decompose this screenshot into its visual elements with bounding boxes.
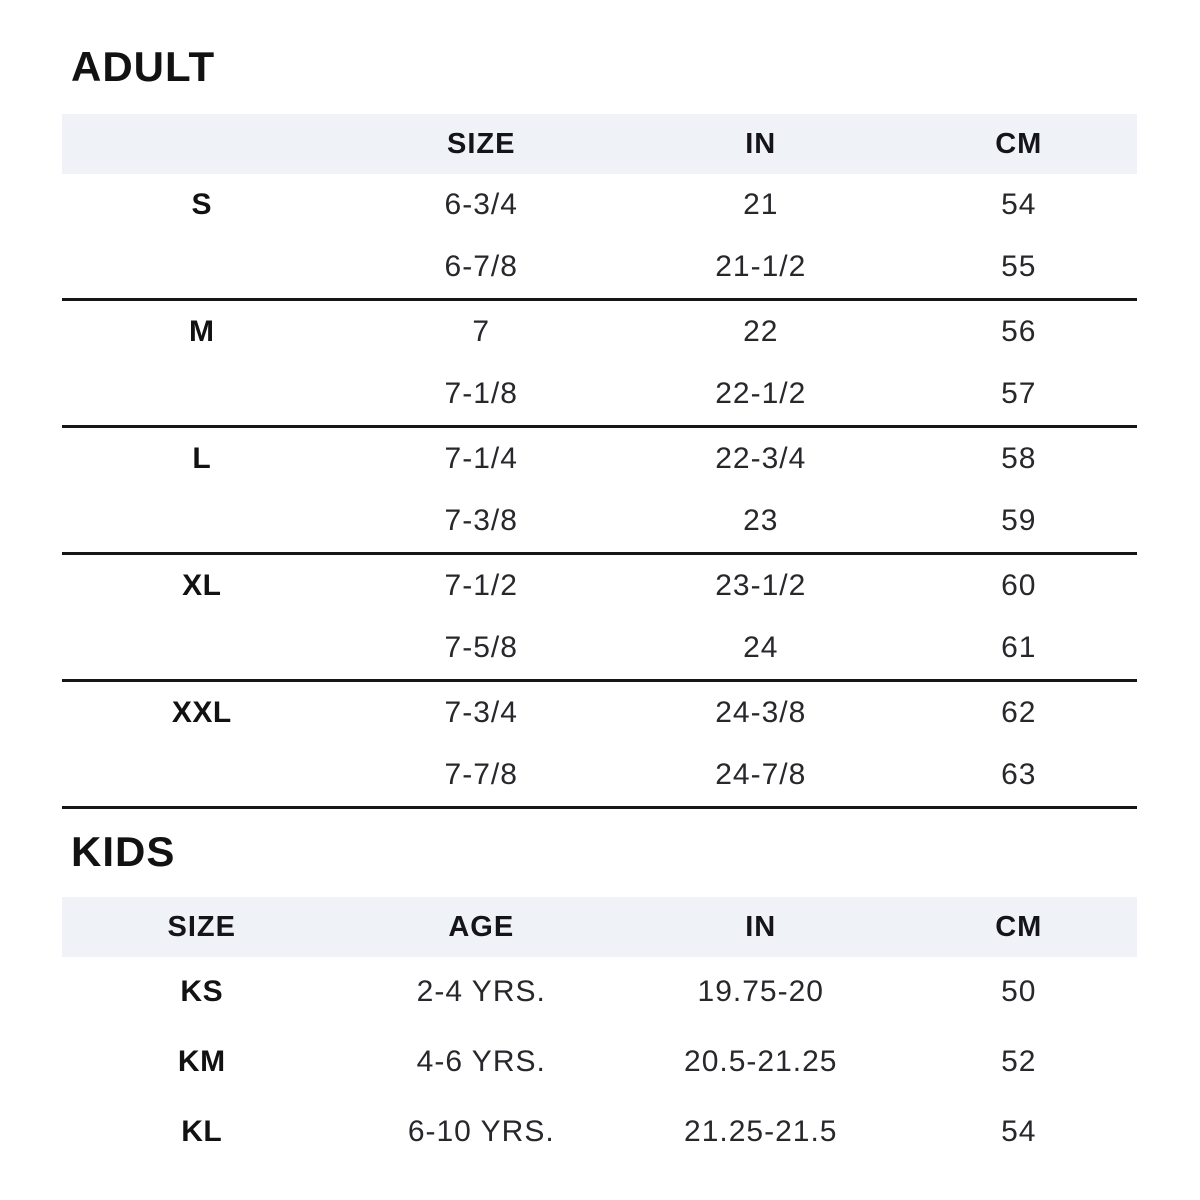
cm-value-cell: 61 <box>1001 631 1037 664</box>
size-label-cell: KM <box>177 1045 226 1078</box>
size-label-cell: XXL <box>171 696 232 729</box>
adult-header-row <box>62 114 1137 174</box>
in-value-cell: 21 <box>743 188 779 221</box>
size-label-cell: KL <box>181 1115 223 1148</box>
size-value-cell: 7-1/2 <box>444 569 518 602</box>
table-row <box>62 957 1137 1027</box>
size-value-cell: 7-3/8 <box>444 504 518 537</box>
size-value-cell: 7-1/8 <box>444 377 518 410</box>
in-value-cell: 22-3/4 <box>715 442 807 475</box>
adult-header-cell-cm: CM <box>995 127 1043 160</box>
table-row <box>62 174 1137 236</box>
cm-value-cell: 57 <box>1001 377 1037 410</box>
table-row <box>62 363 1137 425</box>
in-value-cell: 21-1/2 <box>715 250 807 283</box>
table-row <box>62 490 1137 552</box>
age-value-cell: 4-6 YRS. <box>416 1045 546 1078</box>
table-row <box>62 617 1137 679</box>
table-row <box>62 1097 1137 1167</box>
cm-value-cell: 59 <box>1001 504 1037 537</box>
cm-value-cell: 58 <box>1001 442 1037 475</box>
in-value-cell: 22-1/2 <box>715 377 807 410</box>
in-value-cell: 19.75-20 <box>697 975 824 1008</box>
kids-section <box>62 829 1137 1167</box>
size-value-cell: 6-7/8 <box>444 250 518 283</box>
size-label-cell: KS <box>180 975 224 1008</box>
size-value-cell: 7-3/4 <box>444 696 518 729</box>
cm-value-cell: 60 <box>1001 569 1037 602</box>
size-label-cell: L <box>192 442 212 475</box>
age-value-cell: 2-4 YRS. <box>416 975 546 1008</box>
size-value-cell: 7-7/8 <box>444 758 518 791</box>
kids-header-cell-age: AGE <box>448 910 515 943</box>
table-row <box>62 1027 1137 1097</box>
cm-value-cell: 52 <box>1001 1045 1037 1078</box>
size-value-cell: 7-1/4 <box>444 442 518 475</box>
size-label-cell: XL <box>182 569 222 602</box>
kids-header-cell-in: IN <box>745 910 777 943</box>
cm-value-cell: 50 <box>1001 975 1037 1008</box>
kids-header-cell-cm: CM <box>995 910 1043 943</box>
adult-section-title: ADULT <box>71 43 216 90</box>
in-value-cell: 23 <box>743 504 779 537</box>
size-value-cell: 7-5/8 <box>444 631 518 664</box>
cm-value-cell: 56 <box>1001 315 1037 348</box>
in-value-cell: 21.25-21.5 <box>684 1115 838 1148</box>
table-row <box>62 428 1137 490</box>
adult-header-cell-in: IN <box>745 127 777 160</box>
cm-value-cell: 62 <box>1001 696 1037 729</box>
in-value-cell: 24-7/8 <box>715 758 807 791</box>
in-value-cell: 24 <box>743 631 779 664</box>
table-row <box>62 555 1137 617</box>
adult-size-group-l <box>62 428 1137 555</box>
kids-header-row <box>62 897 1137 957</box>
in-value-cell: 22 <box>743 315 779 348</box>
age-value-cell: 6-10 YRS. <box>407 1115 555 1148</box>
in-value-cell: 24-3/8 <box>715 696 807 729</box>
kids-table <box>62 897 1137 1167</box>
kids-section-title: KIDS <box>71 828 176 875</box>
cm-value-cell: 63 <box>1001 758 1037 791</box>
cm-value-cell: 54 <box>1001 1115 1037 1148</box>
adult-header-cell-size: SIZE <box>447 127 516 160</box>
cm-value-cell: 54 <box>1001 188 1037 221</box>
adult-size-group-m <box>62 301 1137 428</box>
adult-table <box>62 114 1137 809</box>
kids-header-cell-size: SIZE <box>167 910 236 943</box>
size-value-cell: 7 <box>472 315 491 348</box>
cm-value-cell: 55 <box>1001 250 1037 283</box>
table-row <box>62 236 1137 298</box>
table-row <box>62 301 1137 363</box>
in-value-cell: 23-1/2 <box>715 569 807 602</box>
table-row <box>62 744 1137 806</box>
size-label-cell: M <box>189 315 215 348</box>
adult-size-group-xl <box>62 555 1137 682</box>
adult-size-group-xxl <box>62 682 1137 809</box>
size-value-cell: 6-3/4 <box>444 188 518 221</box>
size-label-cell: S <box>191 188 212 221</box>
adult-section <box>62 44 1137 809</box>
in-value-cell: 20.5-21.25 <box>684 1045 838 1078</box>
table-row <box>62 682 1137 744</box>
adult-size-group-s <box>62 174 1137 301</box>
